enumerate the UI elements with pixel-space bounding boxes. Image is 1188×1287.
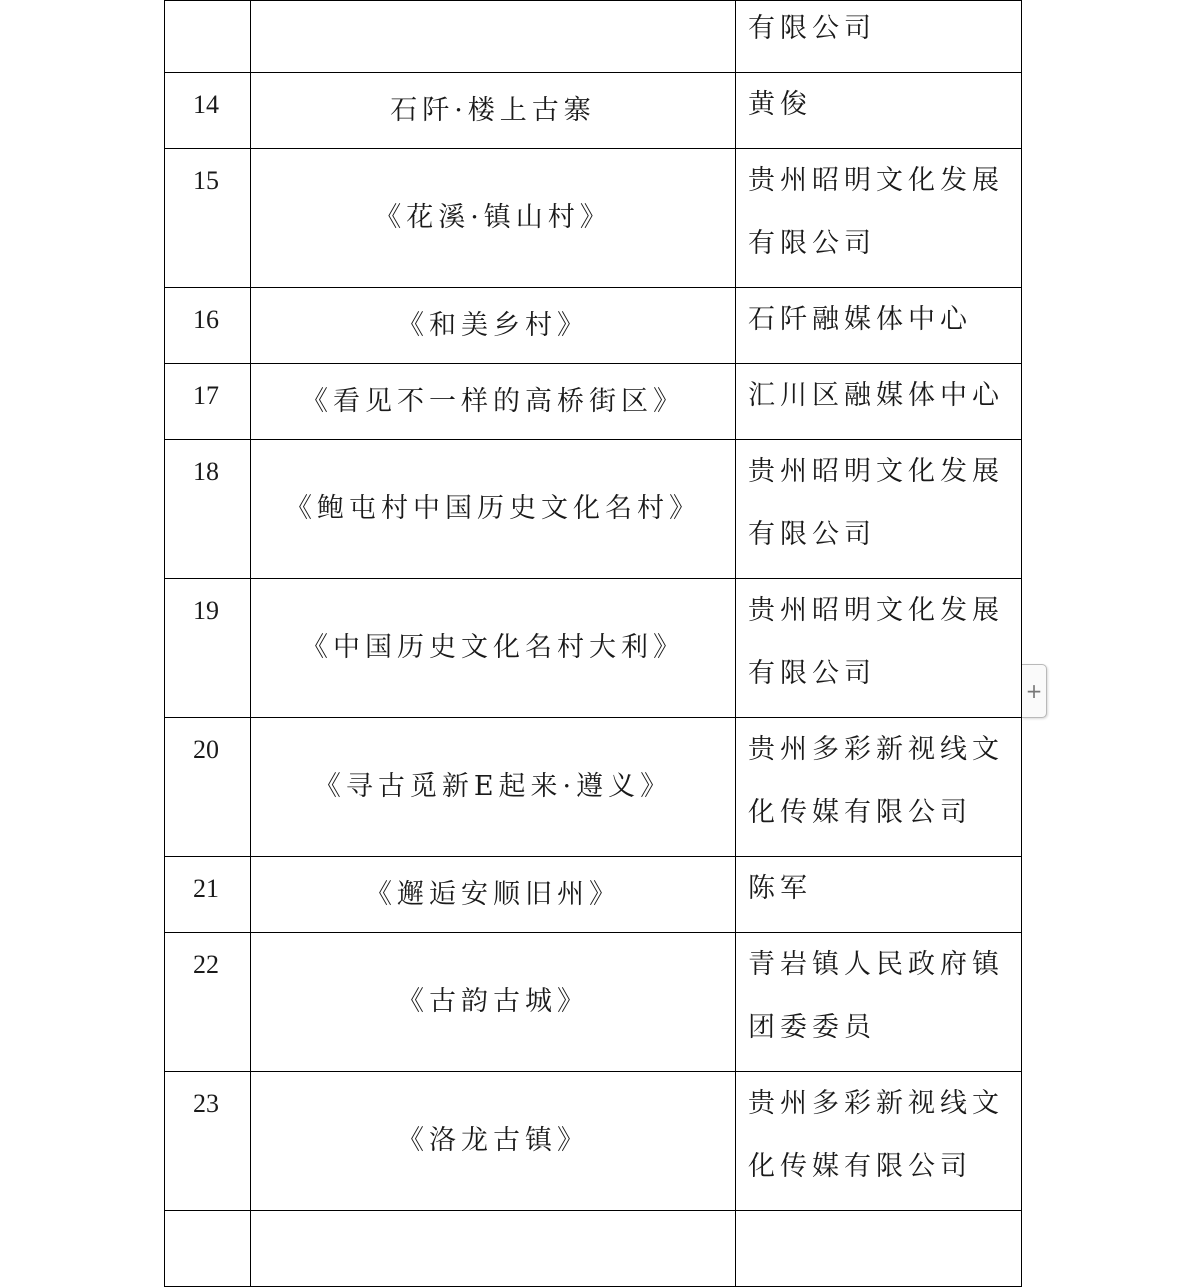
- row-number: 19: [165, 579, 251, 718]
- table-row: [165, 149, 1022, 288]
- author-line: [748, 1223, 1021, 1286]
- work-title: [251, 1211, 736, 1287]
- author-line: 有限公司: [748, 228, 876, 259]
- author-line: 贵州昭明文化发展: [748, 165, 1004, 196]
- works-table: [164, 0, 1022, 1287]
- table-row: [165, 1211, 1022, 1287]
- author-line: 有限公司: [748, 13, 876, 44]
- author-line: 贵州多彩新视线文: [748, 734, 1004, 765]
- add-row-handle[interactable]: [1022, 664, 1047, 718]
- table-row: [165, 933, 1022, 1072]
- author-line: 有限公司: [748, 519, 876, 550]
- author-cell: [736, 1211, 1022, 1287]
- row-number: 18: [165, 440, 251, 579]
- author-cell: [736, 149, 1022, 288]
- work-title: 《看见不一样的高桥街区》: [251, 364, 736, 440]
- work-title: 《鲍屯村中国历史文化名村》: [251, 440, 736, 579]
- table-row: [165, 364, 1022, 440]
- author-cell: [736, 579, 1022, 718]
- row-number: 16: [165, 288, 251, 364]
- work-title: 《古韵古城》: [251, 933, 736, 1072]
- author-line: 贵州昭明文化发展: [748, 595, 1004, 626]
- table-row: [165, 440, 1022, 579]
- author-cell: [736, 364, 1022, 440]
- table-row: [165, 718, 1022, 857]
- row-number: 20: [165, 718, 251, 857]
- work-title: 《洛龙古镇》: [251, 1072, 736, 1211]
- author-line: 有限公司: [748, 658, 876, 689]
- row-number: 23: [165, 1072, 251, 1211]
- row-number: 15: [165, 149, 251, 288]
- author-line: 青岩镇人民政府镇: [748, 949, 1004, 980]
- author-line: 陈军: [748, 873, 812, 904]
- author-line: 化传媒有限公司: [748, 797, 972, 828]
- author-line: 贵州昭明文化发展: [748, 456, 1004, 487]
- author-line: 石阡融媒体中心: [748, 304, 972, 335]
- work-title: 石阡·楼上古寨: [251, 73, 736, 149]
- work-title: 《和美乡村》: [251, 288, 736, 364]
- row-number: 22: [165, 933, 251, 1072]
- row-number: [165, 1, 251, 73]
- author-cell: [736, 73, 1022, 149]
- author-line: 团委委员: [748, 1012, 876, 1043]
- author-cell: [736, 440, 1022, 579]
- author-line: 化传媒有限公司: [748, 1151, 972, 1182]
- author-cell: [736, 288, 1022, 364]
- work-title: [251, 1, 736, 73]
- author-line: 贵州多彩新视线文: [748, 1088, 1004, 1119]
- table-row: [165, 857, 1022, 933]
- author-cell: [736, 857, 1022, 933]
- work-title: 《邂逅安顺旧州》: [251, 857, 736, 933]
- work-title: 《中国历史文化名村大利》: [251, 579, 736, 718]
- author-cell: [736, 718, 1022, 857]
- table-row: [165, 1072, 1022, 1211]
- row-number: 21: [165, 857, 251, 933]
- author-cell: [736, 933, 1022, 1072]
- row-number: [165, 1211, 251, 1287]
- author-line: 汇川区融媒体中心: [748, 380, 1004, 411]
- table-row: [165, 73, 1022, 149]
- table-body: [165, 1, 1022, 1287]
- author-cell: [736, 1072, 1022, 1211]
- author-cell: [736, 1, 1022, 73]
- table-row: [165, 288, 1022, 364]
- row-number: 17: [165, 364, 251, 440]
- work-title: 《花溪·镇山村》: [251, 149, 736, 288]
- author-line: 黄俊: [748, 89, 812, 120]
- table-row: [165, 579, 1022, 718]
- work-title: 《寻古觅新E起来·遵义》: [251, 718, 736, 857]
- plus-icon: +: [1025, 679, 1043, 703]
- row-number: 14: [165, 73, 251, 149]
- table-row: [165, 1, 1022, 73]
- document-table-region: [164, 0, 1021, 1182]
